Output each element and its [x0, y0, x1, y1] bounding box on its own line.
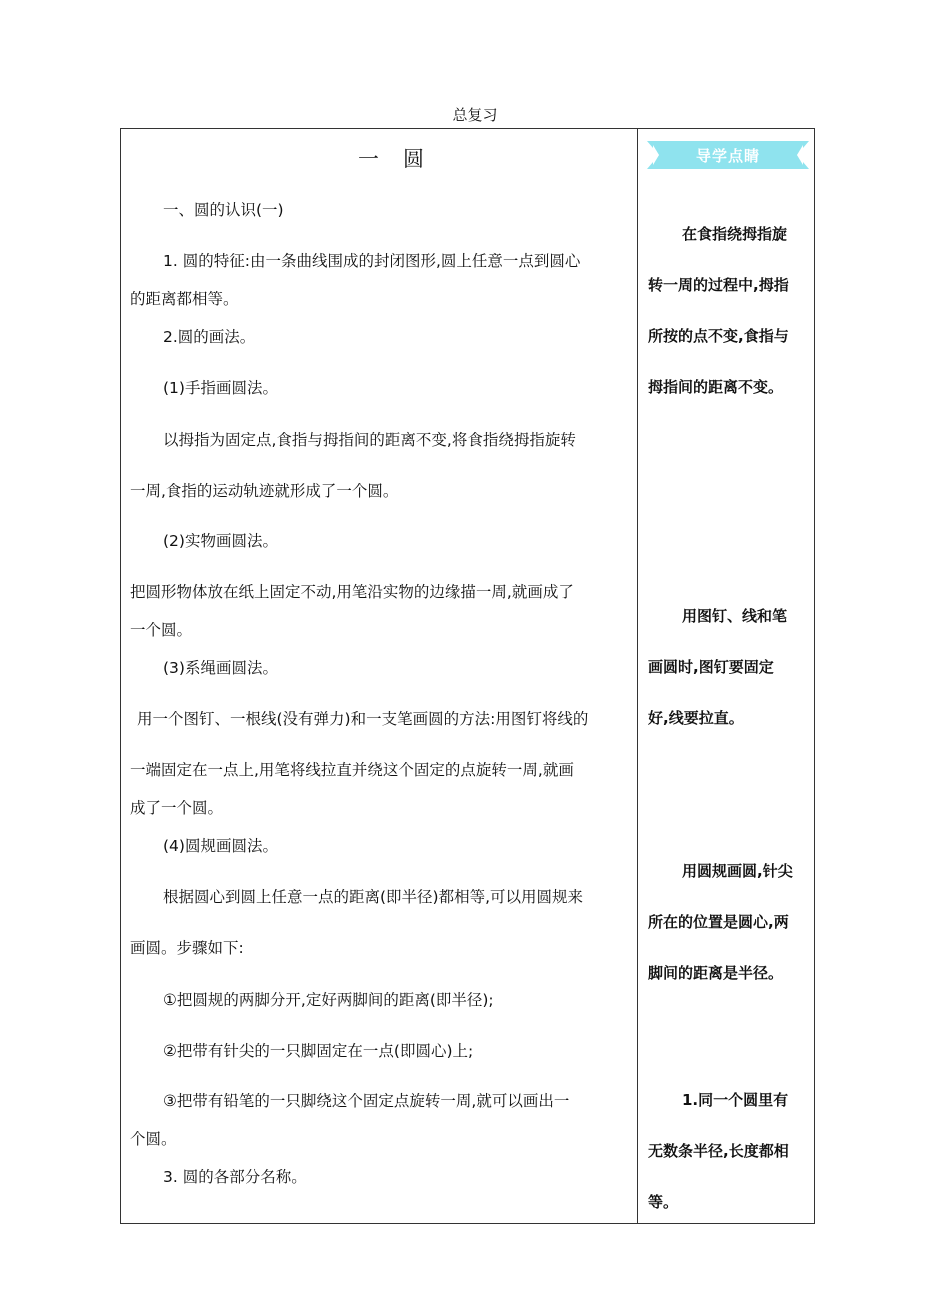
- side-note-line: 所在的位置是圆心,两: [648, 913, 789, 931]
- main-line: (3)系绳画圆法。: [163, 659, 278, 677]
- title-word: 圆: [403, 147, 426, 171]
- main-line: 的距离都相等。: [130, 290, 239, 308]
- main-line: ③把带有铅笔的一只脚绕这个固定点旋转一周,就可以画出一: [163, 1092, 570, 1110]
- main-line: (1)手指画圆法。: [163, 379, 278, 397]
- main-line: 把圆形物体放在纸上固定不动,用笔沿实物的边缘描一周,就画成了: [130, 583, 574, 601]
- main-line: 个圆。: [130, 1130, 177, 1148]
- side-note-line: 1.同一个圆里有: [682, 1091, 789, 1109]
- main-line: 1. 圆的特征:由一条曲线围成的封闭图形,圆上任意一点到圆心: [163, 252, 581, 270]
- main-line: (4)圆规画圆法。: [163, 837, 278, 855]
- main-line: (2)实物画圆法。: [163, 532, 278, 550]
- main-line: 一个圆。: [130, 621, 193, 639]
- side-note-line: 用圆规画圆,针尖: [682, 862, 793, 880]
- side-note-line: 无数条半径,长度都相: [648, 1142, 789, 1160]
- side-note-line: 用图钉、线和笔: [682, 607, 788, 625]
- main-line: 3. 圆的各部分名称。: [163, 1168, 307, 1186]
- side-note-line: 画圆时,图钉要固定: [648, 658, 774, 676]
- side-note-line: 等。: [648, 1193, 679, 1211]
- main-line: 2.圆的画法。: [163, 328, 256, 346]
- title-numeral: 一: [358, 147, 381, 171]
- page-header: 总复习: [452, 106, 498, 124]
- column-divider: [637, 128, 638, 1224]
- side-note-line: 好,线要拉直。: [648, 709, 744, 727]
- side-note-line: 在食指绕拇指旋: [682, 225, 788, 243]
- main-line: 以拇指为固定点,食指与拇指间的距离不变,将食指绕拇指旋转: [163, 431, 576, 449]
- main-line: ②把带有针尖的一只脚固定在一点(即圆心)上;: [163, 1042, 474, 1060]
- side-note-line: 拇指间的距离不变。: [648, 378, 784, 396]
- badge-label: 导学点睛: [695, 147, 760, 165]
- side-note-line: 脚间的距离是半径。: [648, 964, 784, 982]
- main-line: 一、圆的认识(一): [163, 201, 284, 219]
- main-line: 一端固定在一点上,用笔将线拉直并绕这个固定的点旋转一周,就画: [130, 761, 574, 779]
- section-title: [358, 143, 426, 173]
- main-line: 成了一个圆。: [130, 799, 224, 817]
- side-note-line: 所按的点不变,食指与: [648, 327, 789, 345]
- main-line: 根据圆心到圆上任意一点的距离(即半径)都相等,可以用圆规来: [163, 888, 584, 906]
- main-line: ①把圆规的两脚分开,定好两脚间的距离(即半径);: [163, 991, 494, 1009]
- main-line: 用一个图钉、一根线(没有弹力)和一支笔画圆的方法:用图钉将线的: [137, 710, 589, 728]
- guide-badge: [647, 141, 809, 169]
- main-line: 一周,食指的运动轨迹就形成了一个圆。: [130, 482, 399, 500]
- main-line: 画圆。步骤如下:: [130, 939, 244, 957]
- side-note-line: 转一周的过程中,拇指: [648, 276, 789, 294]
